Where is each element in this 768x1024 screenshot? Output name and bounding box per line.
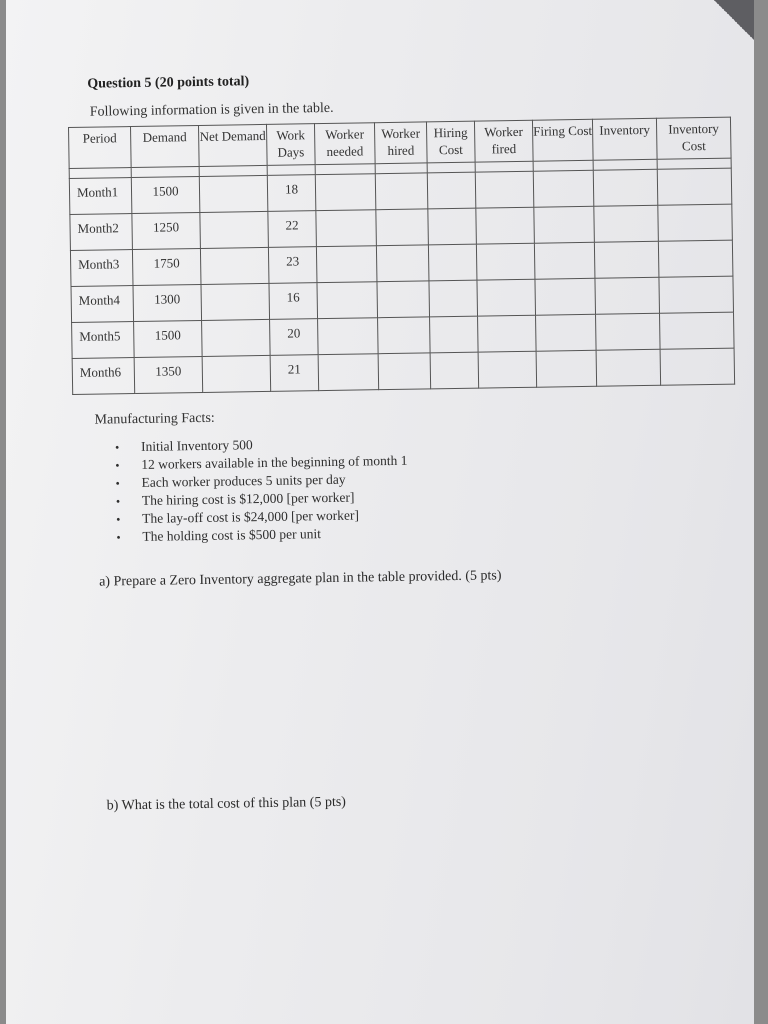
empty-answer-cell bbox=[658, 240, 733, 277]
empty-answer-cell bbox=[660, 348, 735, 385]
empty-answer-cell bbox=[593, 169, 658, 206]
empty-answer-cell bbox=[478, 315, 537, 352]
empty-answer-cell bbox=[317, 282, 378, 319]
empty-answer-cell bbox=[595, 277, 660, 314]
empty-answer-cell bbox=[657, 168, 732, 205]
empty-answer-cell bbox=[658, 204, 733, 241]
period-cell: Month6 bbox=[72, 358, 135, 395]
empty-answer-cell bbox=[200, 211, 269, 248]
empty-answer-cell bbox=[534, 206, 595, 243]
empty-answer-cell bbox=[202, 355, 271, 392]
empty-answer-cell bbox=[430, 316, 479, 353]
work-days-cell: 21 bbox=[270, 355, 319, 392]
empty-answer-cell bbox=[315, 174, 376, 211]
empty-answer-cell bbox=[376, 209, 429, 246]
empty-answer-cell bbox=[660, 312, 735, 349]
empty-answer-cell bbox=[202, 319, 271, 356]
empty-answer-cell bbox=[430, 352, 479, 389]
demand-cell: 1350 bbox=[134, 356, 203, 393]
empty-answer-cell bbox=[427, 172, 476, 209]
empty-answer-cell bbox=[318, 318, 379, 355]
aggregate-plan-table bbox=[68, 117, 735, 395]
work-days-cell: 23 bbox=[268, 247, 317, 284]
facts-list bbox=[99, 434, 409, 547]
empty-answer-cell bbox=[377, 281, 430, 318]
empty-answer-cell bbox=[535, 278, 596, 315]
question-intro: Following information is given in the table. bbox=[89, 100, 334, 120]
empty-answer-cell bbox=[378, 353, 431, 390]
header-cell: Worker fired bbox=[474, 120, 533, 162]
facts-heading: Manufacturing Facts: bbox=[94, 410, 215, 428]
empty-answer-cell bbox=[428, 208, 477, 245]
header-cell: Period bbox=[69, 127, 132, 169]
empty-answer-cell bbox=[428, 244, 477, 281]
empty-answer-cell bbox=[594, 241, 659, 278]
header-cell: Worker needed bbox=[314, 123, 375, 165]
document-content bbox=[6, 0, 754, 1024]
list-item: • The holding cost is $500 per unit bbox=[100, 524, 408, 547]
empty-answer-cell bbox=[200, 247, 269, 284]
period-cell: Month4 bbox=[71, 286, 134, 323]
header-cell: Net Demand bbox=[198, 124, 267, 166]
demand-cell: 1750 bbox=[132, 248, 201, 285]
empty-answer-cell bbox=[376, 245, 429, 282]
header-cell: Demand bbox=[131, 125, 200, 167]
header-cell: Worker hired bbox=[374, 122, 427, 164]
empty-answer-cell bbox=[596, 349, 661, 386]
part-a-question: a) Prepare a Zero Inventory aggregate plan in the table provided. (5 pts) bbox=[99, 568, 502, 590]
demand-cell: 1500 bbox=[131, 176, 200, 213]
work-days-cell: 20 bbox=[270, 319, 319, 356]
work-days-cell: 22 bbox=[268, 211, 317, 248]
header-cell: Work Days bbox=[266, 124, 315, 166]
demand-cell: 1300 bbox=[133, 284, 202, 321]
empty-answer-cell bbox=[201, 283, 270, 320]
demand-cell: 1250 bbox=[132, 212, 201, 249]
empty-answer-cell bbox=[199, 175, 268, 212]
empty-answer-cell bbox=[375, 173, 428, 210]
list-item: • Each worker produces 5 units per day bbox=[99, 470, 407, 493]
empty-answer-cell bbox=[594, 205, 659, 242]
header-cell: Inventory Cost bbox=[656, 117, 731, 159]
empty-answer-cell bbox=[378, 317, 431, 354]
period-cell: Month3 bbox=[70, 250, 133, 287]
paper-sheet bbox=[6, 0, 754, 1024]
period-cell: Month1 bbox=[69, 178, 132, 215]
empty-answer-cell bbox=[536, 314, 597, 351]
empty-answer-cell bbox=[318, 354, 379, 391]
empty-answer-cell bbox=[476, 207, 535, 244]
empty-answer-cell bbox=[477, 279, 536, 316]
part-b-question: b) What is the total cost of this plan (5 pts) bbox=[106, 794, 347, 814]
header-cell: Inventory bbox=[592, 118, 657, 160]
empty-answer-cell bbox=[429, 280, 478, 317]
period-cell: Month5 bbox=[72, 322, 135, 359]
period-cell: Month2 bbox=[70, 214, 133, 251]
empty-answer-cell bbox=[533, 170, 594, 207]
work-days-cell: 18 bbox=[267, 175, 316, 212]
empty-answer-cell bbox=[316, 246, 377, 283]
empty-answer-cell bbox=[476, 243, 535, 280]
header-cell: Firing Cost bbox=[532, 119, 593, 161]
list-item: • The hiring cost is $12,000 [per worker] bbox=[100, 488, 408, 511]
empty-answer-cell bbox=[536, 350, 597, 387]
empty-answer-cell bbox=[478, 351, 537, 388]
demand-cell: 1500 bbox=[134, 320, 203, 357]
list-item: • Initial Inventory 500 bbox=[99, 434, 407, 457]
empty-answer-cell bbox=[534, 242, 595, 279]
empty-answer-cell bbox=[475, 171, 534, 208]
empty-answer-cell bbox=[316, 210, 377, 247]
question-title: Question 5 (20 points total) bbox=[87, 74, 250, 92]
list-item: • The lay-off cost is $24,000 [per worker] bbox=[100, 506, 408, 529]
empty-answer-cell bbox=[596, 313, 661, 350]
work-days-cell: 16 bbox=[269, 283, 318, 320]
header-cell: Hiring Cost bbox=[426, 121, 475, 163]
empty-answer-cell bbox=[659, 276, 734, 313]
list-item: • 12 workers available in the beginning of month 1 bbox=[99, 452, 407, 475]
